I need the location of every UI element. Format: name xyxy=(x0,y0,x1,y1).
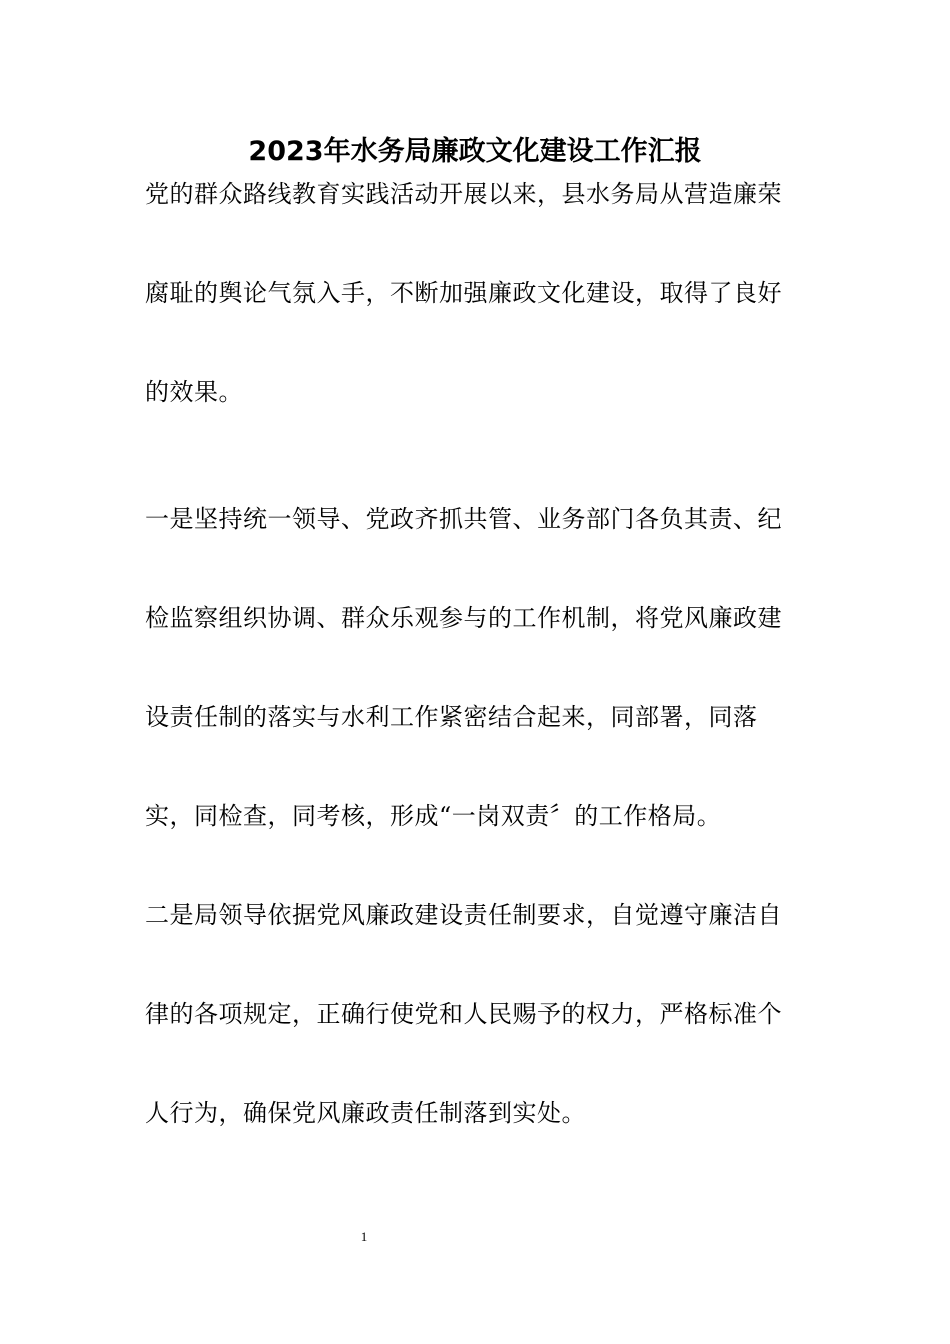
page-number: 1 xyxy=(360,1229,368,1244)
paragraph-intro: 党的群众路线教育实践活动开展以来，县水务局从营造廉荣腐耻的舆论气氛入手，不断加强廉政文化建设，取得了良好的效果。 xyxy=(145,180,782,406)
document-title: 2023年水务局廉政文化建设工作汇报 xyxy=(248,136,702,167)
paragraph-point-one: 一是坚持统一领导、党政齐抓共管、业务部门各负其责、纪检监察组织协调、群众乐观参与的工作机制，将党风廉政建设责任制的落实与水利工作紧密结合起来，同部署，同落实，同检查，同考核，形成“一岗双责〞的工作格局。 xyxy=(145,505,782,830)
paragraph-point-two: 二是局领导依据党风廉政建设责任制要求，自觉遵守廉洁自律的各项规定，正确行使党和人民赐予的权力，严格标准个人行为，确保党风廉政责任制落到实处。 xyxy=(145,901,782,1127)
